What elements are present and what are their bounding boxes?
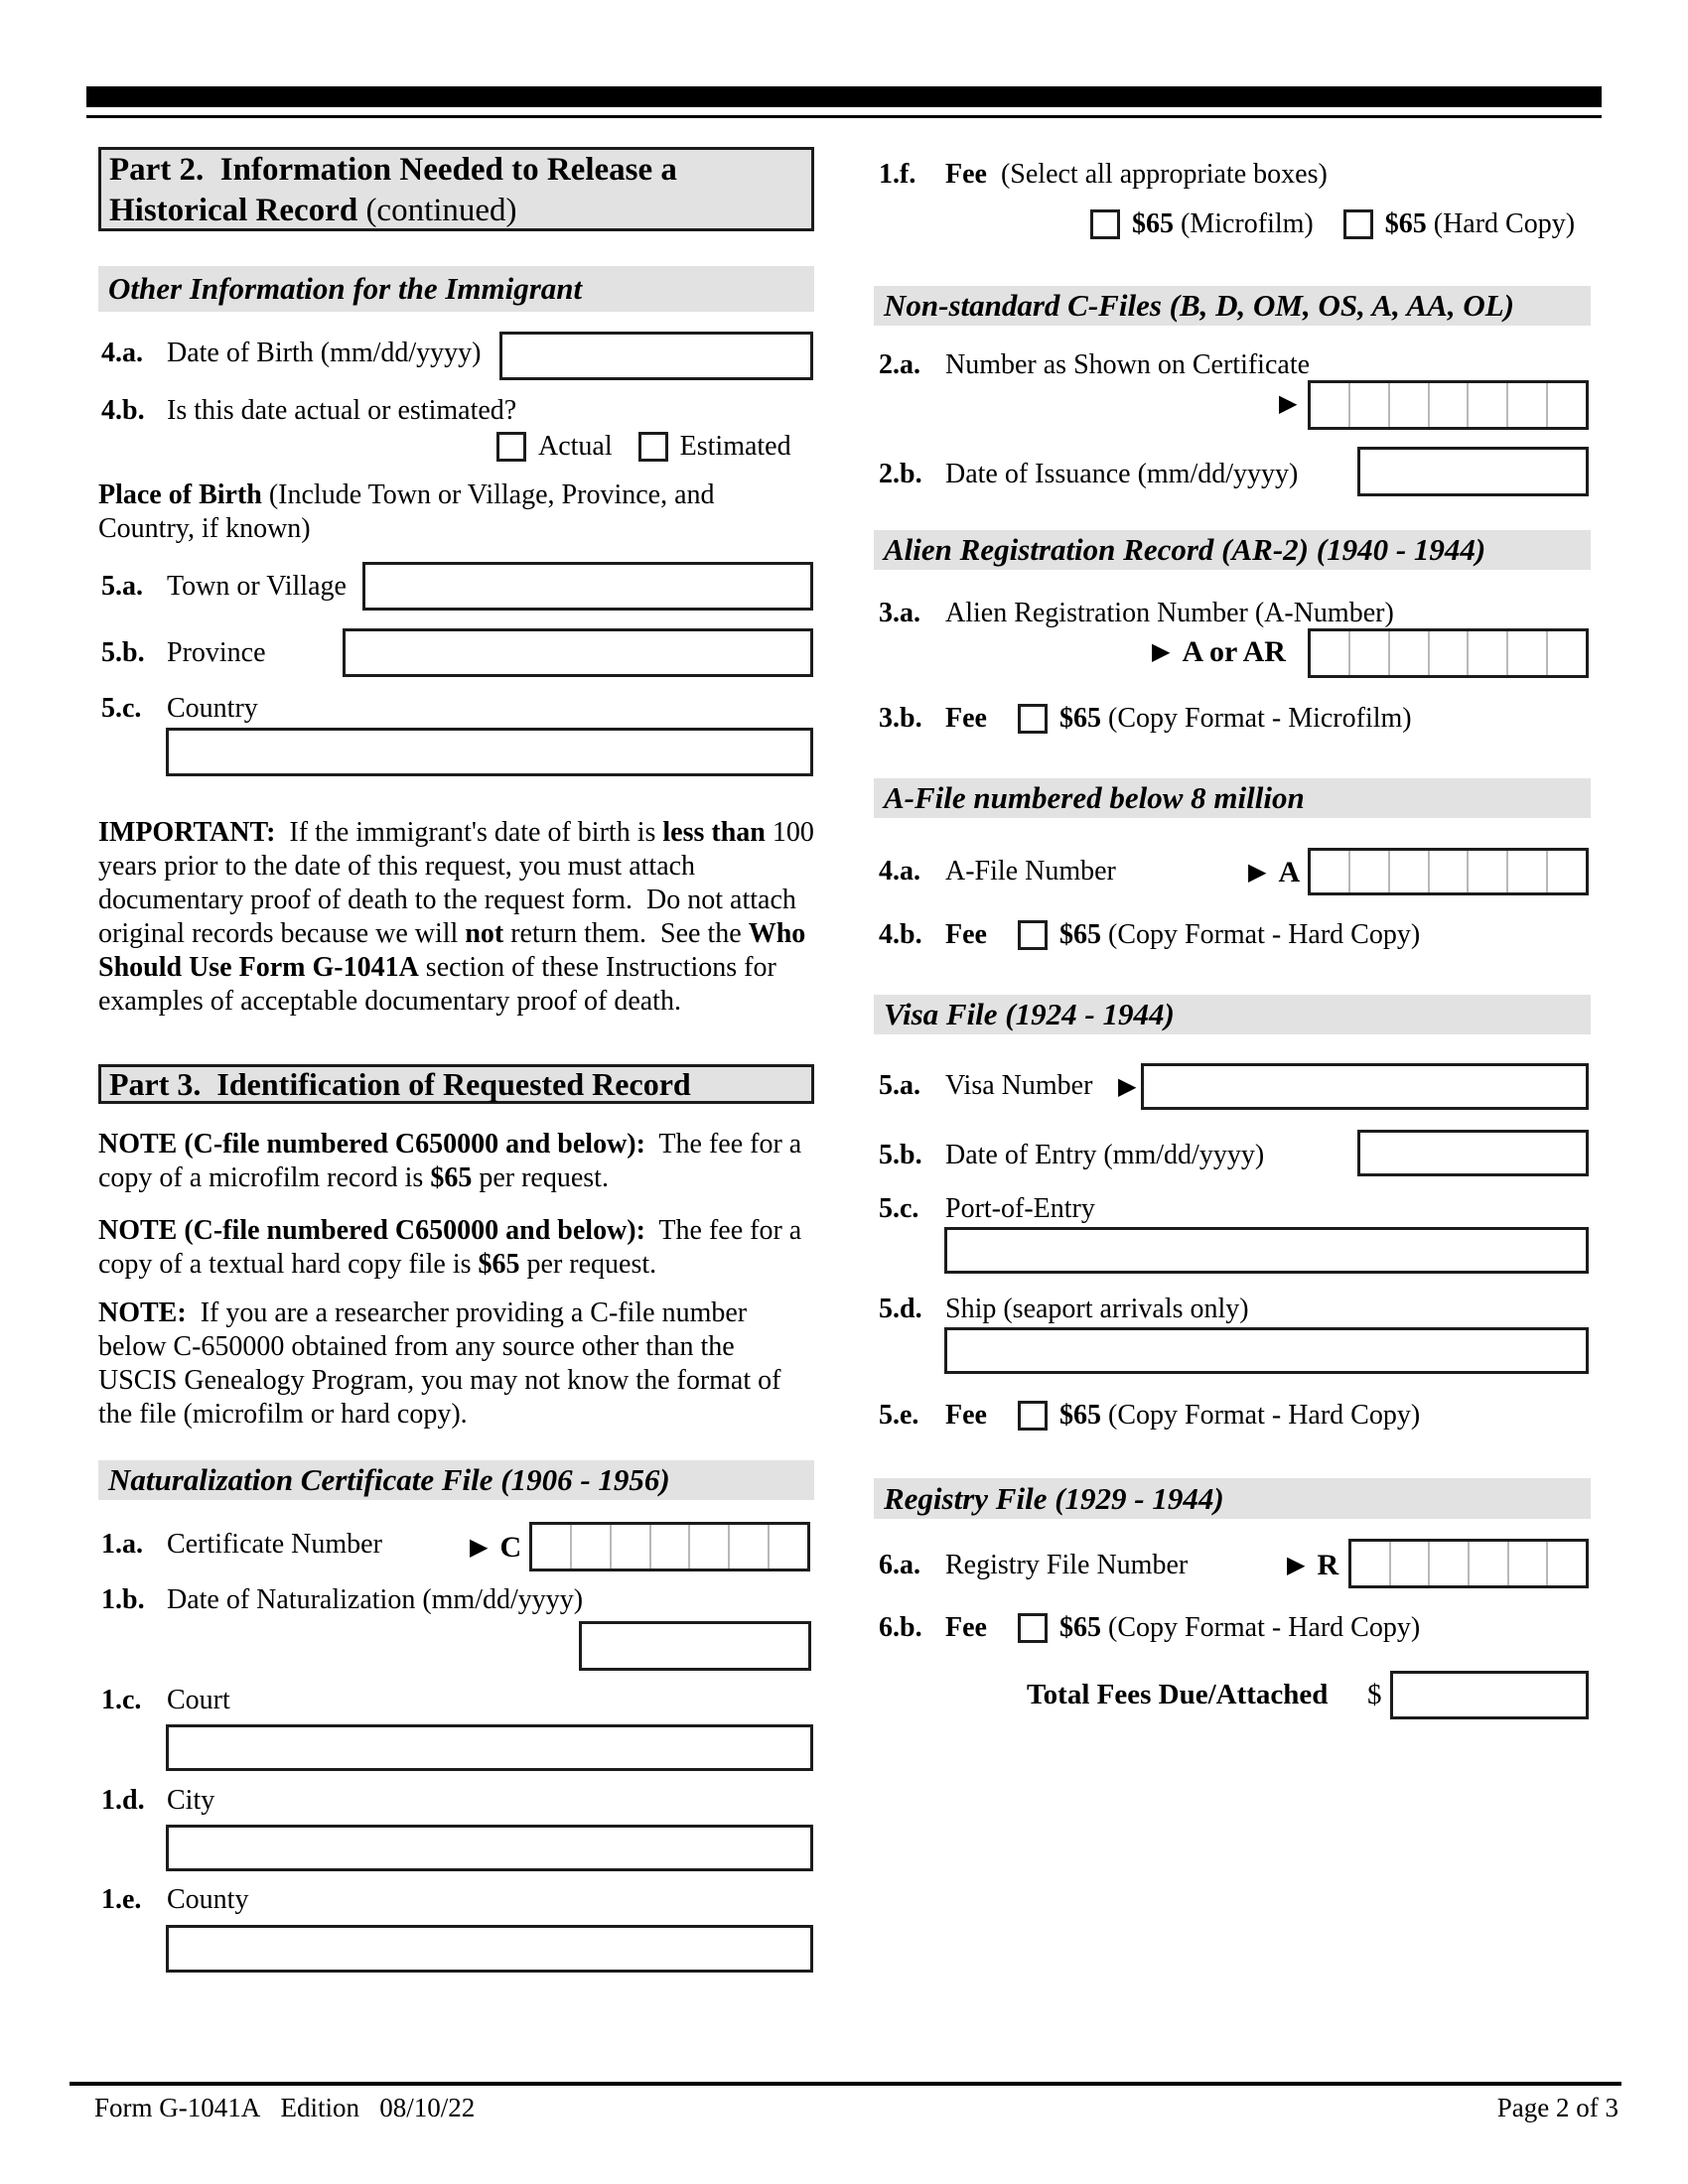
- item-number: 2.a.: [879, 349, 920, 380]
- note-text: per request.: [472, 1162, 609, 1193]
- field-5d-row: [879, 1294, 1249, 1325]
- fee-hardcopy-label: (Hard Copy): [1426, 208, 1576, 239]
- item-number: 5.e.: [879, 1400, 919, 1431]
- checkbox-5e-fee[interactable]: [1018, 1401, 1048, 1431]
- segment-cell[interactable]: [690, 1525, 730, 1569]
- footer-form-edition: Form G-1041A Edition 08/10/22: [94, 2093, 476, 2122]
- field-4a-label: Date of Birth (mm/dd/yyyy): [167, 338, 482, 368]
- field-2b-row: [879, 459, 1298, 490]
- ship-input[interactable]: [944, 1327, 1589, 1374]
- segment-cell[interactable]: [1430, 631, 1470, 675]
- item-number: 6.a.: [879, 1550, 920, 1580]
- total-fees-label: Total Fees Due/Attached: [1027, 1679, 1329, 1710]
- date-of-issuance-input[interactable]: [1357, 447, 1589, 496]
- important-text: 100 years prior to the date of this request, you must attach documentary proof of death to the request form. Do not attach original records because we will: [98, 817, 814, 949]
- date-of-birth-input[interactable]: [499, 332, 813, 380]
- arrow-icon: ▶: [1118, 1074, 1137, 1100]
- note-text: If you are a researcher providing a C-file number below C-650000 obtained from any source other than the USCIS Genealogy Program, you may not know the format of the file (microfilm or hard copy).: [98, 1297, 781, 1430]
- field-6a-row: [879, 1550, 1188, 1581]
- item-number: 4.a.: [879, 856, 920, 887]
- field-5d-label: Ship (seaport arrivals only): [945, 1294, 1249, 1324]
- segment-cell[interactable]: [1548, 631, 1586, 675]
- field-1f-fee-label: Fee: [945, 159, 987, 190]
- note-text: The fee for a copy of a textual hard copy file is: [98, 1215, 802, 1280]
- segment-cell[interactable]: [532, 1525, 572, 1569]
- segment-cell[interactable]: [1351, 1542, 1391, 1585]
- field-1b-label: Date of Naturalization (mm/dd/yyyy): [167, 1584, 584, 1615]
- checkbox-65-microfilm[interactable]: [1090, 209, 1120, 239]
- fee-format-label: (Copy Format - Microfilm): [1101, 703, 1412, 734]
- checkbox-actual[interactable]: [496, 432, 526, 462]
- item-number: 4.a.: [101, 338, 143, 368]
- section-afile-label: A-File numbered below 8 million: [884, 780, 1305, 815]
- note-fee-bold: $65: [430, 1162, 473, 1193]
- segment-cell[interactable]: [1469, 851, 1508, 892]
- fee-microfilm-label: (Microfilm): [1174, 208, 1314, 239]
- note-bold: NOTE:: [98, 1297, 187, 1328]
- segment-cell[interactable]: [651, 1525, 691, 1569]
- note-microfilm-fee: [98, 1128, 817, 1195]
- item-number: 1.b.: [101, 1584, 145, 1615]
- section-registry-file: [874, 1478, 1591, 1519]
- item-number: 1.a.: [101, 1529, 143, 1560]
- section-registry-label: Registry File (1929 - 1944): [884, 1480, 1224, 1516]
- item-number: 6.b.: [879, 1612, 922, 1643]
- section-visa-file: [874, 995, 1591, 1034]
- item-number: 1.d.: [101, 1785, 145, 1816]
- item-number: 5.d.: [879, 1294, 922, 1324]
- segment-cell[interactable]: [1548, 1542, 1586, 1585]
- part2-continued: (continued): [357, 193, 517, 228]
- note-text: The fee for a copy of a microfilm record is: [98, 1129, 802, 1193]
- important-text: section of these Instructions for examples of acceptable documentary proof of death.: [98, 952, 776, 1017]
- field-4b-label: Is this date actual or estimated?: [167, 395, 517, 426]
- fee-format-label: (Copy Format - Hard Copy): [1101, 1612, 1421, 1643]
- item-number: 1.c.: [101, 1685, 142, 1715]
- field-5c-row: [101, 693, 258, 725]
- section-alien-registration-label: Alien Registration Record (AR-2) (1940 - 1944): [884, 532, 1486, 567]
- item-number: 1.e.: [101, 1884, 142, 1915]
- segment-cell[interactable]: [1390, 851, 1430, 892]
- important-note: [98, 816, 817, 1019]
- segment-cell[interactable]: [1469, 383, 1508, 427]
- note-fee-bold: $65: [478, 1249, 520, 1280]
- part2-header: [98, 147, 814, 231]
- note-hardcopy-fee: [98, 1214, 817, 1282]
- city-input[interactable]: [166, 1825, 813, 1871]
- important-bold: less than: [662, 817, 766, 848]
- certificate-number-input[interactable]: [529, 1522, 810, 1571]
- field-2a-row: [879, 349, 1310, 381]
- segment-cell[interactable]: [612, 1525, 651, 1569]
- item-number: 5.b.: [101, 637, 145, 668]
- field-3b-row: [879, 703, 1412, 735]
- segment-cell[interactable]: [1509, 1542, 1549, 1585]
- field-4b-right-row: [879, 919, 1420, 951]
- afile-number-input[interactable]: [1308, 848, 1589, 895]
- registry-file-number-input[interactable]: [1348, 1539, 1589, 1588]
- field-1d-row: [101, 1785, 214, 1817]
- registry-prefix: [1287, 1549, 1338, 1582]
- item-number: 1.f.: [879, 159, 916, 190]
- checkbox-3b-fee[interactable]: [1018, 704, 1048, 734]
- segment-cell[interactable]: [1430, 851, 1470, 892]
- fee-amount: $65: [1059, 919, 1101, 950]
- item-number: 5.c.: [879, 1193, 919, 1224]
- item-number: 5.b.: [879, 1140, 922, 1170]
- place-of-birth-bold: Place of Birth: [98, 479, 262, 510]
- section-nonstandard-label: Non-standard C-Files (B, D, OM, OS, A, AA, OL): [884, 288, 1515, 323]
- segment-cell[interactable]: [1469, 631, 1508, 675]
- county-input[interactable]: [166, 1925, 813, 1973]
- part2-title: Part 2. Information Needed to Release a Historical Record: [109, 152, 677, 228]
- segment-cell[interactable]: [1311, 383, 1350, 427]
- field-1e-row: [101, 1884, 248, 1916]
- field-1a-label: Certificate Number: [167, 1529, 382, 1560]
- section-other-information: [98, 266, 814, 312]
- certificate-prefix: [470, 1531, 521, 1565]
- fee-amount: $65: [1059, 703, 1101, 734]
- field-4a-right-label: A-File Number: [945, 856, 1116, 887]
- field-1f-row: [879, 159, 1328, 191]
- item-number: 4.b.: [879, 919, 922, 950]
- note-researcher: [98, 1297, 803, 1432]
- section-nonstandard-cfiles: [874, 286, 1591, 326]
- visa-number-input[interactable]: [1141, 1063, 1589, 1110]
- important-bold: Who Should Use Form G-1041A: [98, 918, 806, 983]
- court-input[interactable]: [166, 1724, 813, 1771]
- segment-cell[interactable]: [770, 1525, 807, 1569]
- number-on-certificate-input[interactable]: [1308, 380, 1589, 430]
- checkbox-65-hardcopy[interactable]: [1343, 209, 1373, 239]
- segment-cell[interactable]: [1548, 383, 1586, 427]
- important-text: If the immigrant's date of birth is: [275, 817, 663, 848]
- province-input[interactable]: [343, 628, 813, 677]
- field-5a-row: [101, 571, 347, 603]
- note-text: per request.: [519, 1249, 657, 1280]
- arrow-icon: ▶: [1248, 860, 1267, 886]
- fee-format-label: (Copy Format - Hard Copy): [1101, 1400, 1421, 1431]
- field-5b-label: Province: [167, 637, 266, 668]
- place-of-birth-rest: (Include Town or Village, Province, and Country, if known): [98, 479, 715, 544]
- fee-hardcopy-amount: $65: [1384, 208, 1427, 239]
- segment-cell[interactable]: [1430, 1542, 1470, 1585]
- field-1c-row: [101, 1685, 230, 1716]
- item-number: 2.b.: [879, 459, 922, 489]
- fee-label: Fee: [945, 1400, 987, 1431]
- certificate-number-arrow: [1279, 389, 1297, 419]
- prefix-letter-c: C: [499, 1531, 522, 1564]
- actual-estimated-row: [496, 431, 791, 463]
- field-1a-row: [101, 1529, 382, 1561]
- segment-cell[interactable]: [1508, 383, 1548, 427]
- field-1c-label: Court: [167, 1685, 230, 1715]
- field-5a-right-row: [879, 1070, 1092, 1102]
- section-naturalization-label: Naturalization Certificate File (1906 - 1956): [108, 1462, 670, 1497]
- segment-cell[interactable]: [1470, 1542, 1509, 1585]
- field-1b-row: [101, 1584, 583, 1616]
- fee-label: Fee: [945, 1612, 987, 1643]
- segment-cell[interactable]: [1548, 851, 1586, 892]
- country-input[interactable]: [166, 728, 813, 776]
- field-1f-instruction: (Select all appropriate boxes): [986, 159, 1328, 190]
- fee-1f-options: [1090, 208, 1575, 240]
- field-5e-row: [879, 1400, 1420, 1432]
- note-bold: NOTE (C-file numbered C650000 and below):: [98, 1215, 645, 1246]
- place-of-birth-note: [98, 478, 793, 546]
- item-number: 5.a.: [101, 571, 143, 602]
- item-number: 5.a.: [879, 1070, 920, 1101]
- field-6b-row: [879, 1612, 1420, 1644]
- part3-header: [98, 1064, 814, 1104]
- checkbox-6b-fee[interactable]: [1018, 1613, 1048, 1643]
- prefix-letter-a: A: [1278, 856, 1301, 888]
- item-number: 4.b.: [101, 395, 145, 426]
- checkbox-estimated-label: Estimated: [679, 431, 791, 462]
- date-of-entry-input[interactable]: [1357, 1130, 1589, 1176]
- segment-cell[interactable]: [1508, 851, 1548, 892]
- prefix-letter-r: R: [1317, 1549, 1339, 1581]
- segment-cell[interactable]: [1390, 383, 1430, 427]
- field-1e-label: County: [167, 1884, 249, 1915]
- segment-cell[interactable]: [730, 1525, 770, 1569]
- segment-cell[interactable]: [1391, 1542, 1431, 1585]
- fee-label: Fee: [945, 919, 987, 950]
- town-or-village-input[interactable]: [362, 562, 813, 611]
- arrow-icon: ▶: [1287, 1553, 1306, 1578]
- field-1d-label: City: [167, 1785, 215, 1816]
- fee-amount: $65: [1059, 1400, 1101, 1431]
- field-5c-right-label: Port-of-Entry: [945, 1193, 1095, 1224]
- checkbox-estimated[interactable]: [638, 432, 668, 462]
- segment-cell[interactable]: [1350, 631, 1390, 675]
- field-2b-label: Date of Issuance (mm/dd/yyyy): [945, 459, 1299, 489]
- field-4a-row: [101, 338, 482, 369]
- note-bold: NOTE (C-file numbered C650000 and below):: [98, 1129, 645, 1160]
- alien-registration-number-input[interactable]: [1308, 628, 1589, 678]
- section-alien-registration-record: [874, 530, 1591, 570]
- field-4b-row: [101, 395, 516, 427]
- section-afile-below-8-million: [874, 778, 1591, 818]
- segment-cell[interactable]: [1350, 851, 1390, 892]
- prefix-a-or-ar: A or AR: [1182, 635, 1286, 668]
- field-2a-label: Number as Shown on Certificate: [945, 349, 1311, 380]
- important-bold: not: [465, 918, 504, 949]
- segment-cell[interactable]: [1350, 383, 1390, 427]
- important-label: IMPORTANT:: [98, 817, 276, 848]
- field-6a-label: Registry File Number: [945, 1550, 1189, 1580]
- segment-cell[interactable]: [1311, 851, 1350, 892]
- field-5c-label: Country: [167, 693, 258, 724]
- item-number: 3.b.: [879, 703, 922, 734]
- field-5a-label: Town or Village: [167, 571, 347, 602]
- checkbox-actual-label: Actual: [538, 431, 613, 462]
- field-4a-right-row: [879, 856, 1116, 887]
- port-of-entry-input[interactable]: [944, 1227, 1589, 1274]
- currency-symbol: $: [1367, 1679, 1382, 1710]
- a-number-prefix: [1152, 635, 1286, 669]
- section-other-information-label: Other Information for the Immigrant: [108, 271, 583, 306]
- top-black-bar: [86, 86, 1602, 107]
- visa-number-arrow: [1118, 1072, 1136, 1102]
- segment-cell[interactable]: [1508, 631, 1548, 675]
- fee-label: Fee: [945, 703, 987, 734]
- field-5b-right-label: Date of Entry (mm/dd/yyyy): [945, 1140, 1265, 1170]
- checkbox-4b-fee[interactable]: [1018, 920, 1048, 950]
- segment-cell[interactable]: [572, 1525, 612, 1569]
- footer-rule: [70, 2082, 1621, 2086]
- part3-title: Part 3. Identification of Requested Record: [109, 1066, 691, 1102]
- field-3a-label: Alien Registration Number (A-Number): [945, 598, 1394, 628]
- arrow-icon: ▶: [470, 1535, 489, 1561]
- item-number: 5.c.: [101, 693, 142, 724]
- field-3a-row: [879, 598, 1394, 629]
- field-5b-row: [101, 637, 266, 669]
- afile-prefix: [1248, 856, 1300, 889]
- segment-cell[interactable]: [1311, 631, 1350, 675]
- fee-format-label: (Copy Format - Hard Copy): [1101, 919, 1421, 950]
- top-thin-rule: [86, 115, 1602, 118]
- fee-microfilm-amount: $65: [1132, 208, 1174, 239]
- important-text: return them. See the: [503, 918, 749, 949]
- segment-cell[interactable]: [1390, 631, 1430, 675]
- item-number: 3.a.: [879, 598, 920, 628]
- field-5c-right-row: [879, 1193, 1095, 1225]
- section-naturalization-certificate-file: [98, 1460, 814, 1500]
- date-of-naturalization-input[interactable]: [579, 1621, 811, 1671]
- field-5b-right-row: [879, 1140, 1264, 1171]
- field-5a-right-label: Visa Number: [945, 1070, 1093, 1101]
- section-visa-label: Visa File (1924 - 1944): [884, 997, 1175, 1031]
- footer-page-number: Page 2 of 3: [1496, 2093, 1618, 2122]
- arrow-icon: ▶: [1152, 639, 1171, 665]
- fee-amount: $65: [1059, 1612, 1101, 1643]
- total-fees-input[interactable]: [1390, 1671, 1589, 1719]
- arrow-icon: ▶: [1279, 391, 1298, 417]
- segment-cell[interactable]: [1430, 383, 1470, 427]
